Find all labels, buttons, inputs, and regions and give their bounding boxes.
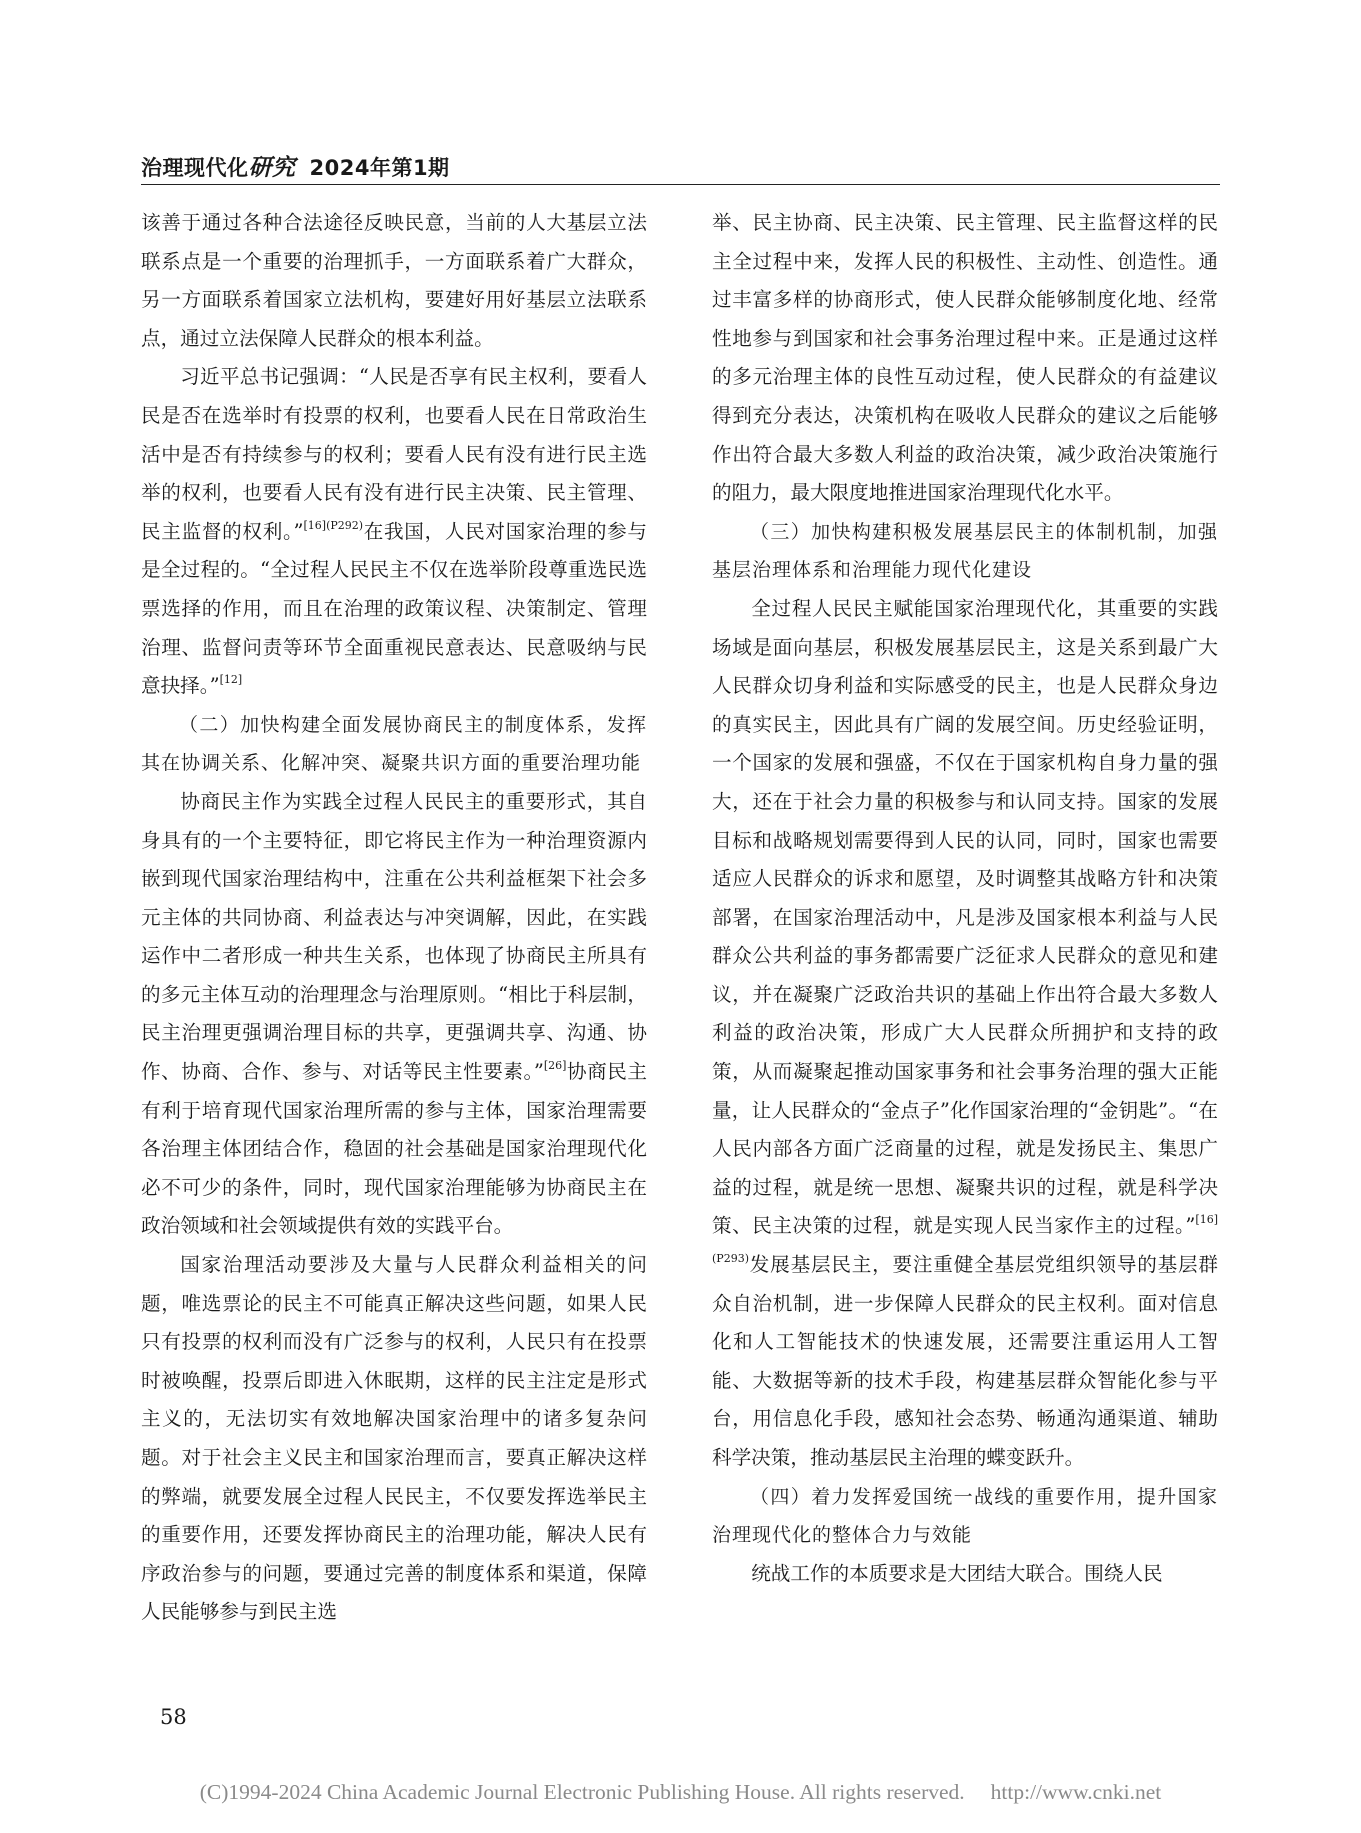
paragraph [712, 590, 1218, 1478]
paragraph: 国家治理活动要涉及大量与人民群众利益相关的问题，唯选票论的民主不可能真正解决这些问题，如果人民只有投票的权利而没有广泛参与的权利，人民只有在投票时被唤醒，投票后即进入休眠期，这样的民主注定是形式主义的，无法切实有效地解决国家治理中的诸多复杂问题。对于社会主义民主和国家治理而言，要真正解决这样的弊端，就要发展全过程人民民主，不仅要发挥选举民主的重要作用，还要发挥协商民主的治理功能，解决人民有序政治参与的问题，要通过完善的制度体系和渠道，保障人民能够参与到民主选 [141, 1253, 647, 1624]
section-heading: （二）加快构建全面发展协商民主的制度体系，发挥其在协调关系、化解冲突、凝聚共识方面的重要治理功能 [141, 713, 647, 775]
paragraph-text: 在我国，人民对国家治理的参与是全过程的。“全过程人民民主不仅在选举阶段尊重选民选票选择的作用，而且在治理的政策议程、决策制定、管理治理、监督问责等环节全面重视民意表达、民意吸纳与民意抉择。” [141, 519, 647, 698]
paragraph-text: 协商民主作为实践全过程人民民主的重要形式，其自身具有的一个主要特征，即它将民主作为一种治理资源内嵌到现代国家治理结构中，注重在公共利益框架下社会多元主体的共同协商、利益表达与冲突调解，因此，在实践运作中二者形成一种共生关系，也体现了协商民主所具有的多元主体互动的治理理念与治理原则。“相比于科层制，民主治理更强调治理目标的共享，更强调共享、沟通、协作、协商、合作、参与、对话等民主性要素。” [141, 789, 647, 1084]
citation: [16](P293) [712, 1213, 1218, 1266]
paragraph-text: 全过程人民民主赋能国家治理现代化，其重要的实践场域是面向基层，积极发展基层民主，这是关系到最广大人民群众切身利益和实际感受的民主，也是人民群众身边的真实民主，因此具有广阔的发展空间。历史经验证明，一个国家的发展和强盛，不仅在于国家机构自身力量的强大，还在于社会力量的积极参与和认同支持。国家的发展目标和战略规划需要得到人民的认同，同时，国家也需要适应人民群众的诉求和愿望，及时调整其战略方针和决策部署，在国家治理活动中，凡是涉及国家根本利益与人民群众公共利益的事务都需要广泛征求人民群众的意见和建议，并在凝聚广泛政治共识的基础上作出符合最大多数人利益的政治决策，形成广大人民群众所拥护和支持的政策，从而凝聚起推动国家事务和社会事务治理的强大正能量，让人民群众的“金点子”化作国家治理的“金钥匙”。“在人民内部各方面广泛商量的过程，就是发扬民主、集思广益的过程，就是统一思想、凝聚共识的过程，就是科学决策、民主决策的过程，就是实现人民当家作主的过程。” [712, 596, 1218, 1238]
copyright-footer [0, 1777, 1361, 1807]
page-number: 58 [160, 1705, 187, 1729]
paragraph [141, 783, 647, 1246]
running-head [141, 154, 1220, 182]
paragraph: 举、民主协商、民主决策、民主管理、民主监督这样的民主全过程中来，发挥人民的积极性、主动性、创造性。通过丰富多样的协商形式，使人民群众能够制度化地、经常性地参与到国家和社会事务治理过程中来。正是通过这样的多元治理主体的良性互动过程，使人民群众的有益建议得到充分表达，决策机构在吸收人民群众的建议之后能够作出符合最大多数人利益的政治决策，减少政治决策施行的阻力，最大限度地推进国家治理现代化水平。 [712, 211, 1218, 505]
paragraph-text: 协商民主有利于培育现代国家治理所需的参与主体，国家治理需要各治理主体团结合作，稳固的社会基础是国家治理现代化必不可少的条件，同时，现代国家治理能够为协商民主在政治领域和社会领域提供有效的实践平台。 [141, 1060, 647, 1238]
citation: [12] [219, 673, 243, 687]
section-heading: （四）着力发挥爱国统一战线的重要作用，提升国家治理现代化的整体合力与效能 [712, 1485, 1218, 1547]
journal-logo-calligraphy: 研究 [248, 154, 296, 181]
paragraph-text: 发展基层民主，要注重健全基层党组织领导的基层群众自治机制，进一步保障人民群众的民主权利。面对信息化和人工智能技术的快速发展，还需要注重运用人工智能、大数据等新的技术手段，构建基层群众智能化参与平台，用信息化手段，感知社会态势、畅通沟通渠道、辅助科学决策，推动基层民主治理的蝶变跃升。 [712, 1253, 1218, 1469]
left-column [141, 204, 647, 1689]
copyright-text: (C)1994-2024 China Academic Journal Electronic Publishing House. All rights reserved. [199, 1780, 965, 1804]
section-heading: （三）加快构建积极发展基层民主的体制机制，加强基层治理体系和治理能力现代化建设 [712, 520, 1218, 582]
paragraph: 统战工作的本质要求是大团结大联合。围绕人民 [751, 1561, 1163, 1585]
paragraph-text: 习近平总书记强调：“人民是否享有民主权利，要看人民是否在选举时有投票的权利，也要看人民在日常政治生活中是否有持续参与的权利；要看人民有没有进行民主选举的权利，也要看人民有没有进行民主决策、民主管理、民主监督的权利。” [141, 365, 647, 543]
right-column [712, 204, 1218, 1689]
citation: [26] [543, 1059, 567, 1073]
header-rule [141, 184, 1220, 185]
paragraph: 该善于通过各种合法途径反映民意，当前的人大基层立法联系点是一个重要的治理抓手，一方面联系着广大群众，另一方面联系着国家立法机构，要建好用好基层立法联系点，通过立法保障人民群众的根本利益。 [141, 211, 647, 350]
cnki-link[interactable]: http://www.cnki.net [990, 1780, 1162, 1804]
paragraph [141, 358, 647, 705]
issue-label: 2024年第1期 [309, 156, 450, 180]
journal-title: 治理现代化 [141, 156, 249, 180]
citation: [16](P292) [303, 518, 364, 532]
